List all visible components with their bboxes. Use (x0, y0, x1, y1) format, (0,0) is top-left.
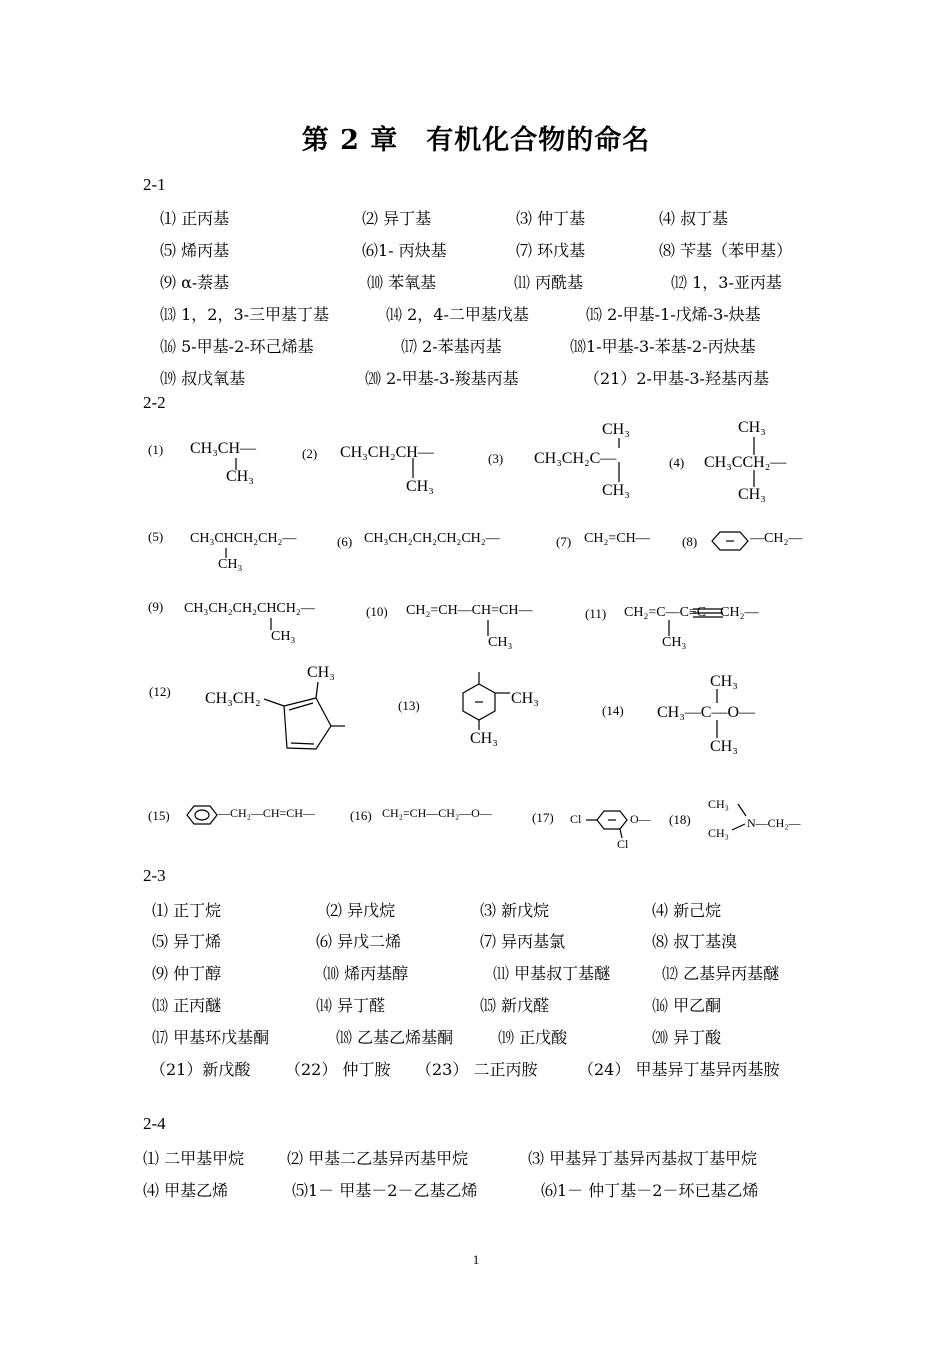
list-item: ⑿ 乙基异丙基醚 (662, 964, 780, 983)
list-item: ⒅ 乙基乙烯基酮 (336, 1028, 454, 1047)
structure-text: CH₃ (307, 664, 335, 681)
list-item: （23） 二正丙胺 (416, 1060, 538, 1079)
structure-text: CH₃CH₂ (205, 690, 261, 707)
list-item: ⒀ 1，2，3-三甲基丁基 (160, 305, 330, 324)
list-item: （21）2-甲基-3-羟基丙基 (584, 369, 769, 388)
list-item: ⑾ 丙酰基 (514, 273, 584, 292)
item-number: (11) (585, 606, 607, 621)
section-label-2-2: 2-2 (143, 393, 166, 412)
list-item: ⒁ 2，4-二甲基戊基 (386, 305, 529, 324)
structure-text: CH₃ (710, 673, 738, 690)
structure-text: CH₃CH₂CH₂CHCH₂— (184, 601, 315, 616)
list-item: ⑴ 正丁烷 (152, 901, 222, 920)
item-number: (2) (302, 446, 318, 461)
list-item: ⑸1－ 甲基－2－乙基乙烯 (292, 1181, 478, 1200)
page-number: 1 (472, 1252, 480, 1267)
list-item: ⑹1- 丙炔基 (362, 241, 447, 260)
structure-text: —CH₂— (750, 531, 803, 546)
item-number: (9) (148, 599, 164, 614)
list-item: ⑽ 苯氧基 (367, 273, 437, 292)
structure-text: —CH₂—CH=CH— (218, 806, 315, 820)
structure-text: CH₃CH₂CH₂CH₂CH₂— (364, 531, 500, 546)
structure-text: CH₃CH— (190, 440, 257, 457)
list-item: ⒃ 5-甲基-2-环己烯基 (160, 337, 314, 356)
list-item: ⑿ 1，3-亚丙基 (671, 273, 782, 292)
structure-text: CH₃ (511, 690, 539, 707)
list-item: ⒅1-甲基-3-苯基-2-丙炔基 (570, 337, 756, 356)
list-item: ⑷ 叔丁基 (659, 209, 729, 228)
list-item: ⑵ 甲基二乙基异丙基甲烷 (287, 1149, 469, 1168)
structure-text: CH₃ (708, 826, 729, 840)
list-item: ⑼ 仲丁醇 (152, 964, 222, 983)
list-item: （24） 甲基异丁基异丙基胺 (578, 1060, 780, 1079)
list-item: （21）新戊酸 (150, 1060, 251, 1079)
list-item: ⒄ 甲基环戊基酮 (152, 1028, 270, 1047)
list-item: ⑷ 新己烷 (652, 901, 722, 920)
list-item: ⒂ 2-甲基-1-戊烯-3-炔基 (586, 305, 761, 324)
list-item: ⑻ 苄基（苯甲基） (659, 241, 793, 260)
list-item: ⑶ 仲丁基 (516, 209, 586, 228)
structure-text: CH₃ (406, 478, 434, 495)
list-item: ⑺ 异丙基氯 (480, 932, 566, 951)
item-number: (13) (398, 698, 420, 713)
structure-text: CH₃ (470, 730, 498, 747)
list-item: ⑵ 异戊烷 (326, 901, 396, 920)
item-number: (1) (148, 442, 164, 457)
structure-text: CH₃CHCH₂CH₂— (190, 531, 297, 546)
item-number: (4) (669, 455, 685, 470)
list-item: ⑵ 异丁基 (362, 209, 432, 228)
structure-text: Cl (617, 837, 629, 851)
section-label-2-1: 2-1 (143, 175, 166, 194)
structure-text: CH₃ (218, 557, 243, 572)
item-number: (17) (532, 810, 554, 825)
list-item: ⑶ 甲基异丁基异丙基叔丁基甲烷 (528, 1149, 758, 1168)
item-number: (8) (682, 534, 698, 549)
structure-text: N—CH₂— (747, 816, 801, 830)
structure-text: CH₂=CH—CH=CH— (406, 603, 533, 618)
structure-text: O— (630, 812, 651, 826)
structure-text: CH₃ (602, 482, 630, 499)
list-item: ⑹ 异戊二烯 (316, 932, 402, 951)
structure-text: CH₂=CH—CH₂—O— (382, 806, 492, 820)
list-item: ⒆ 叔戊氧基 (160, 369, 246, 388)
item-number: (7) (556, 534, 572, 549)
item-number: (18) (669, 812, 691, 827)
list-item: ⒂ 新戊醛 (480, 996, 550, 1015)
item-number: (3) (488, 451, 504, 466)
list-item: ⒆ 正戊酸 (498, 1028, 568, 1047)
item-number: (5) (148, 529, 164, 544)
list-item: ⒇ 异丁酸 (652, 1028, 722, 1047)
item-number: (10) (366, 604, 388, 619)
structure-text: CH₃—C—O— (657, 704, 756, 721)
list-item: （22） 仲丁胺 (285, 1060, 391, 1079)
list-item: ⒀ 正丙醚 (152, 996, 222, 1015)
list-item: ⑴ 正丙基 (160, 209, 230, 228)
item-number: (12) (149, 684, 171, 699)
structure-text: CH₃ (708, 797, 729, 811)
item-number: (16) (350, 808, 372, 823)
structure-text: CH₃CH₂CH— (340, 444, 434, 461)
structure-text: CH₃ (488, 635, 513, 650)
structure-text: CH₃ (662, 635, 687, 650)
list-item: ⑸ 异丁烯 (152, 932, 222, 951)
list-item: ⒄ 2-苯基丙基 (401, 337, 502, 356)
list-item: ⑹1－ 仲丁基－2－环已基乙烯 (541, 1181, 759, 1200)
item-number: (15) (148, 808, 170, 823)
list-item: ⑺ 环戊基 (516, 241, 586, 260)
list-item: ⒇ 2-甲基-3-羧基丙基 (365, 369, 519, 388)
structure-text: CH₃CCH₂— (704, 454, 787, 471)
structure-text: CH₃ (226, 468, 254, 485)
item-number: (6) (337, 534, 353, 549)
section-label-2-3: 2-3 (143, 866, 166, 885)
structure-text: Cl (570, 812, 582, 826)
list-item: ⒃ 甲乙酮 (652, 996, 722, 1015)
list-item: ⑼ α-萘基 (160, 273, 230, 292)
structure-text: CH₃ (602, 421, 630, 438)
structure-text: CH₃ (738, 486, 766, 503)
list-item: ⑸ 烯丙基 (160, 241, 230, 260)
section-label-2-4: 2-4 (143, 1114, 166, 1133)
structure-text: CH₃ (271, 629, 296, 644)
structure-text: CH₃ (710, 738, 738, 755)
structure-text: CH₃ (738, 419, 766, 436)
list-item: ⑽ 烯丙基醇 (323, 964, 409, 983)
list-item: ⑻ 叔丁基溴 (652, 932, 738, 951)
structure-text: CH₂=C—C≡C—CH₂— (624, 605, 759, 620)
list-item: ⑴ 二甲基甲烷 (143, 1149, 245, 1168)
page-title: 第 2 章 有机化合物的命名 (301, 125, 651, 156)
structure-text: CH₂=CH— (584, 531, 650, 546)
structure-text: CH₃CH₂C— (534, 450, 617, 467)
list-item: ⒁ 异丁醛 (316, 996, 386, 1015)
item-number: (14) (602, 703, 624, 718)
list-item: ⑾ 甲基叔丁基醚 (493, 964, 611, 983)
list-item: ⑷ 甲基乙烯 (143, 1181, 229, 1200)
list-item: ⑶ 新戊烷 (480, 901, 550, 920)
